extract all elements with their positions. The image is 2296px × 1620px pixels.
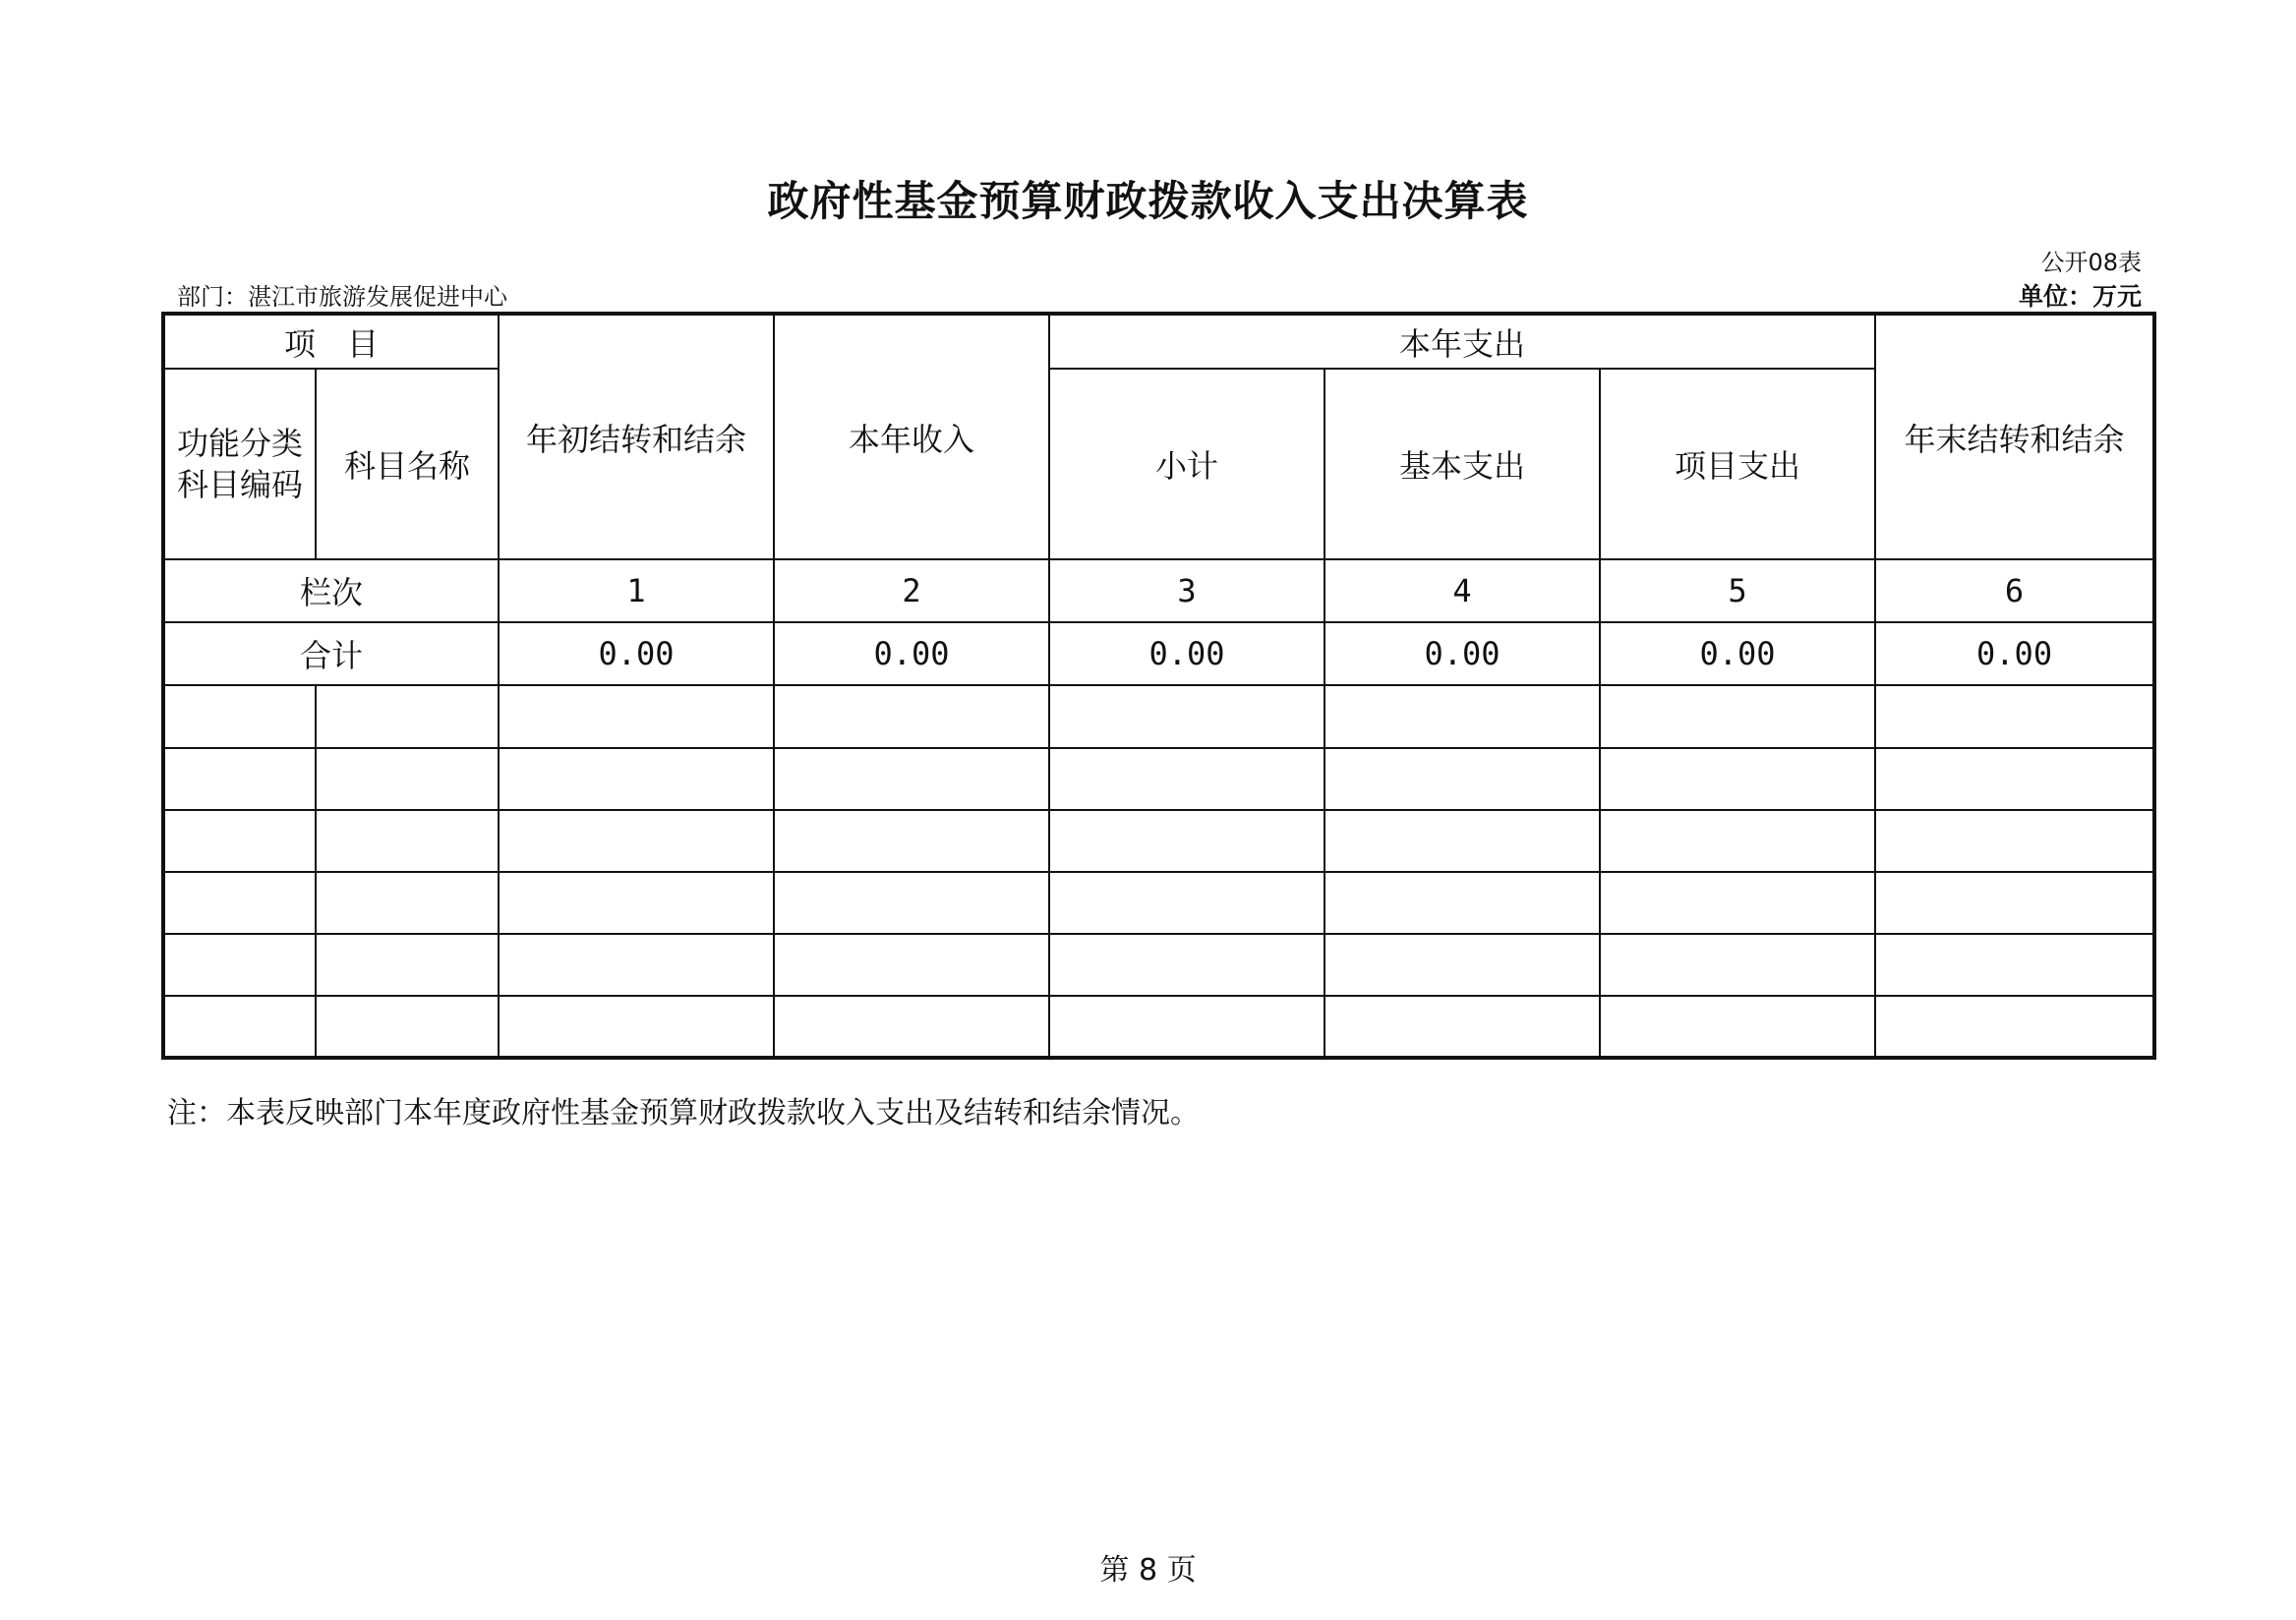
header-item: 项 目 [163,314,499,369]
header-subject-name: 科目名称 [316,369,499,559]
column-number: 1 [499,559,774,622]
form-code: 公开08表 [2040,249,2142,276]
header-income: 本年收入 [774,314,1049,559]
total-value: 0.00 [774,622,1049,685]
page-number: 第 8 页 [1099,1553,1197,1588]
total-row [163,622,2154,685]
page-title: 政府性基金预算财政拨款收入支出决算表 [767,177,1529,225]
column-number: 6 [1875,559,2154,622]
table-row [163,748,2154,810]
header-func-code: 功能分类 科目编码 [163,369,316,559]
table-row [163,996,2154,1058]
total-label: 合计 [163,622,499,685]
header-project-expense: 项目支出 [1600,369,1875,559]
total-value: 0.00 [1049,622,1325,685]
table-row [163,934,2154,996]
header-expense-group: 本年支出 [1049,314,1875,369]
unit-label: 单位：万元 [2018,282,2142,311]
total-value: 0.00 [1325,622,1600,685]
footnote: 注：本表反映部门本年度政府性基金预算财政拨款收入支出及结转和结余情况。 [167,1096,1200,1130]
column-number: 4 [1325,559,1600,622]
header-subtotal: 小计 [1049,369,1325,559]
budget-table [161,312,2156,1060]
total-value: 0.00 [1600,622,1875,685]
column-number: 5 [1600,559,1875,622]
total-value: 0.00 [499,622,774,685]
header-basic-expense: 基本支出 [1325,369,1600,559]
header-end-balance: 年末结转和结余 [1875,314,2154,559]
department-label: 部门：湛江市旅游发展促进中心 [177,283,507,311]
column-number: 3 [1049,559,1325,622]
table-row [163,872,2154,934]
column-number: 2 [774,559,1049,622]
column-label: 栏次 [163,559,499,622]
total-value: 0.00 [1875,622,2154,685]
column-number-row [163,559,2154,622]
table-row [163,685,2154,747]
table-row [163,810,2154,872]
header-begin-balance: 年初结转和结余 [499,314,774,559]
